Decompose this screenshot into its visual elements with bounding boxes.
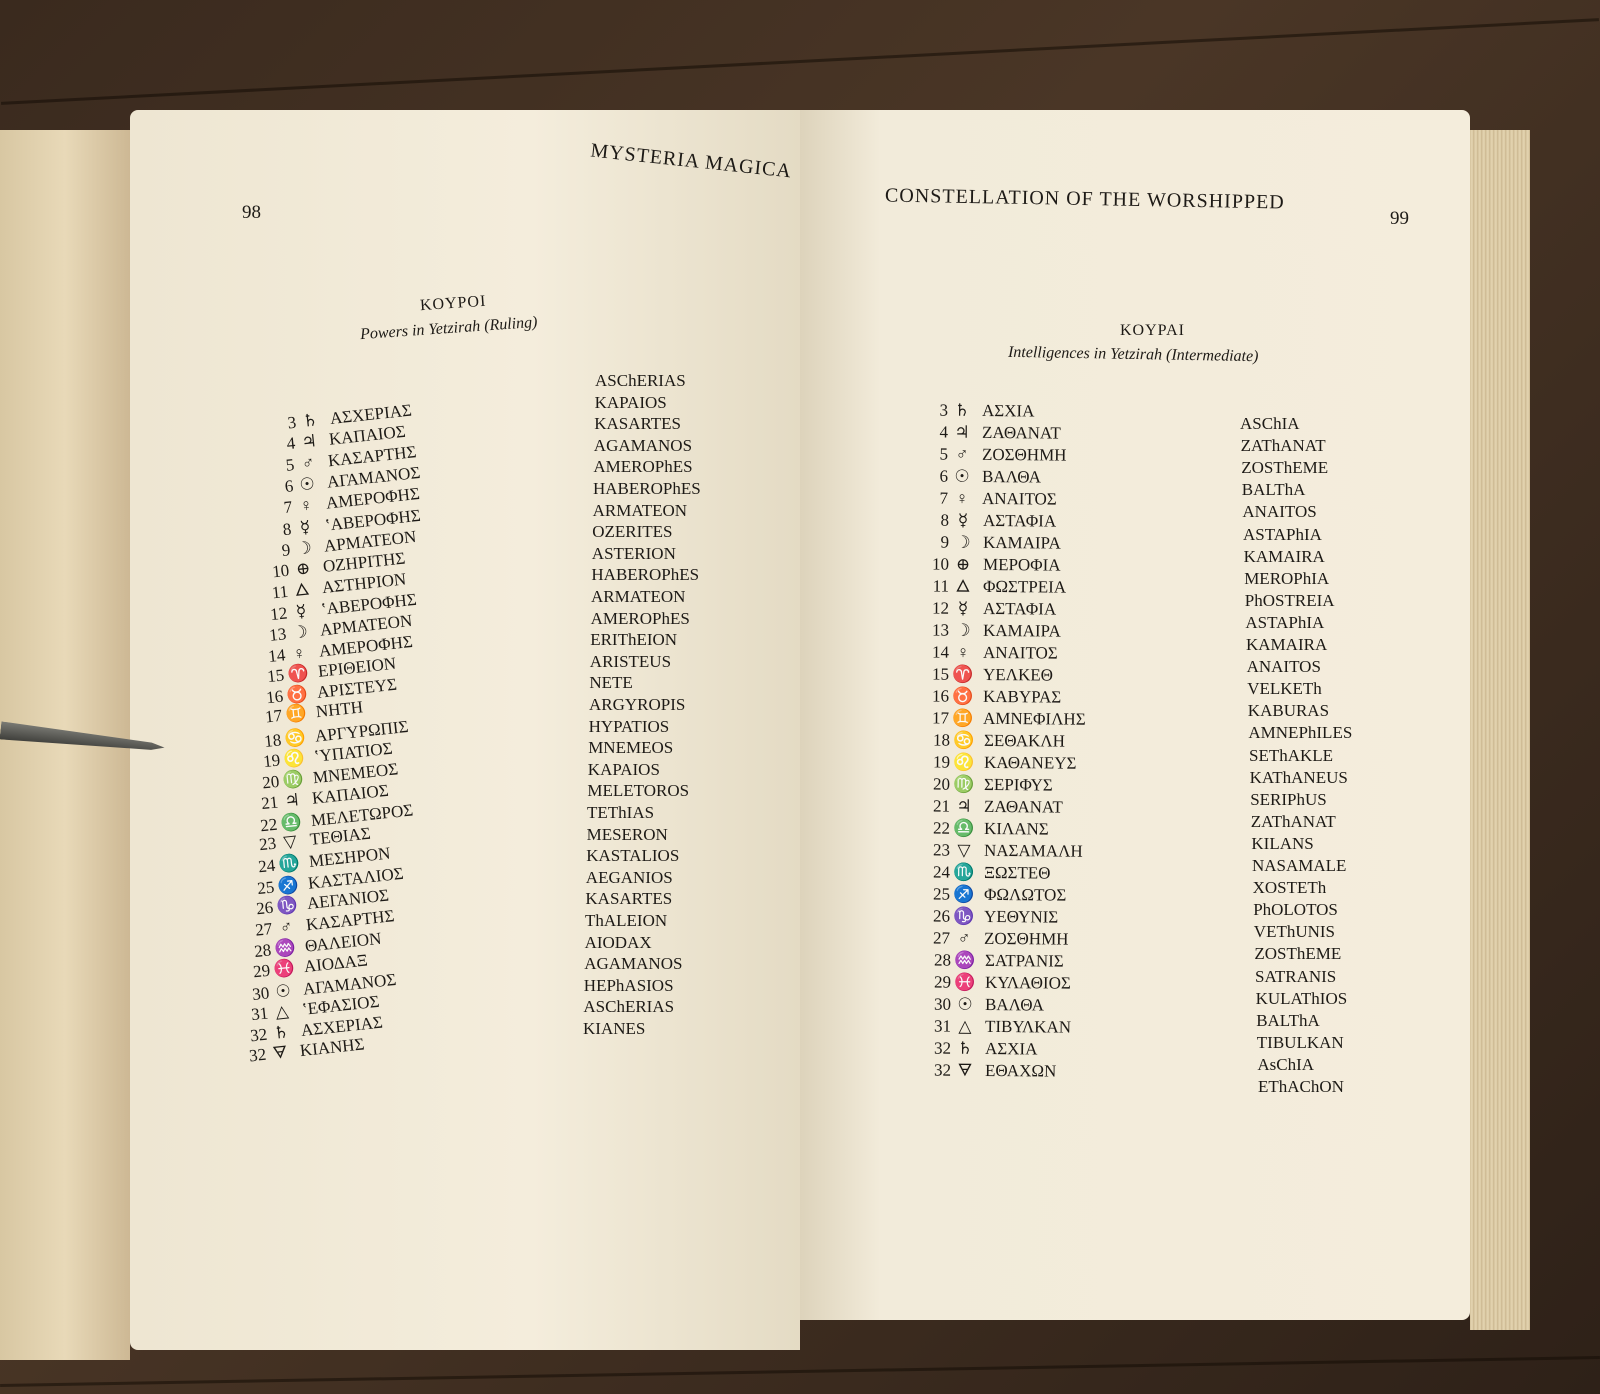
row-number: 4: [285, 433, 297, 454]
greek-name: ΤΙΒΥΛΚΑΝ: [984, 1016, 1071, 1037]
transliteration: HEPhASIOS: [583, 975, 674, 995]
table-row: [923, 1038, 1038, 1061]
table-row: [922, 751, 1077, 774]
transliteration: KASTALIOS: [586, 846, 680, 866]
greek-name: ΑΝΑΙΤΟΣ: [983, 642, 1058, 663]
transliteration: ZOSThEME: [1254, 944, 1342, 964]
sign-symbol-icon: ♄: [272, 1022, 290, 1043]
table-row: [920, 465, 1041, 488]
sign-symbol-icon: ♄: [954, 400, 970, 420]
table-row: [922, 883, 1066, 906]
greek-name: ΣΕΘΑΚΛΗ: [983, 730, 1065, 751]
row-number: 21: [932, 796, 950, 816]
sign-symbol-icon: ♊: [952, 708, 975, 728]
transliteration: HABEROPhES: [593, 479, 701, 498]
transliteration: ASChERIAS: [595, 371, 686, 390]
row-number: 8: [939, 510, 949, 530]
row-number: 26: [255, 897, 275, 919]
greek-name: ΑΜΝΕΦΙΛΗΣ: [983, 708, 1087, 729]
transliteration: AMEROPhES: [593, 457, 693, 477]
greek-name: ΚΑΒΥΡΑΣ: [983, 686, 1062, 707]
sign-symbol-icon: ☽: [295, 537, 313, 559]
row-number: 25: [256, 877, 276, 899]
sign-symbol-icon: ☿: [294, 601, 308, 622]
row-number: 5: [284, 455, 296, 475]
sign-symbol-icon: △: [274, 1001, 290, 1022]
row-number: 27: [933, 928, 951, 948]
row-number: 3: [939, 400, 949, 420]
greek-name: ʽΥΠΑΤΙΟΣ: [313, 738, 394, 766]
page-number-right: 99: [1390, 208, 1409, 229]
row-number: 10: [271, 560, 291, 582]
table-row: [921, 663, 1053, 686]
row-number: 17: [264, 706, 284, 727]
table-row: [923, 971, 1071, 994]
sign-symbol-icon: ♊: [284, 703, 308, 725]
row-number: 6: [939, 466, 949, 486]
sign-symbol-icon: ☿: [957, 510, 968, 530]
greek-name: ΑΣΤΗΡΙΟΝ: [321, 569, 408, 597]
transliteration: XOSTETh: [1252, 878, 1327, 898]
table-subtitle-left: Powers in Yetzirah (Ruling): [359, 313, 538, 344]
sign-symbol-icon: ♌: [952, 752, 975, 772]
row-number: 16: [932, 686, 950, 706]
greek-name: ΚΑΠΑΙΟΣ: [327, 421, 407, 449]
transliteration: ARGYROPIS: [589, 695, 686, 714]
sign-symbol-icon: ♏: [277, 853, 301, 875]
greek-name: ΑΣΤΑΦΙΑ: [982, 598, 1057, 619]
greek-name: ΑΣΧΕΡΙΑΣ: [300, 1012, 384, 1040]
sign-symbol-icon: ♈: [286, 663, 310, 685]
sign-symbol-icon: ⊕: [295, 558, 312, 579]
transliteration: AIODAX: [584, 932, 652, 952]
greek-name: ΜΕΛΕΤΩΡΟΣ: [310, 800, 415, 830]
row-number: 30: [251, 982, 271, 1004]
row-number: 13: [931, 620, 950, 640]
sign-symbol-icon: ☉: [298, 474, 316, 495]
sign-symbol-icon: ♃: [283, 789, 301, 811]
transliteration: ANAITOS: [1246, 657, 1321, 677]
table-row: [920, 421, 1061, 444]
transliteration: AMNEPhILES: [1248, 723, 1353, 743]
greek-name: ΜΝΕΜΕΟΣ: [312, 759, 399, 787]
greek-name: ΦΩΛΩΤΟΣ: [984, 884, 1067, 905]
row-number: 28: [933, 950, 951, 970]
sign-symbol-icon: △: [958, 1016, 972, 1036]
transliteration: TIBULKAN: [1256, 1032, 1344, 1052]
greek-name: ΑΜΕΡΟΦΗΣ: [325, 484, 421, 514]
transliteration: ASTAPhIA: [1245, 612, 1325, 632]
sign-symbol-icon: ♀: [956, 642, 970, 662]
transliteration: KASARTES: [594, 414, 682, 434]
greek-name: ΚΑΜΑΙΡΑ: [982, 620, 1061, 641]
page-number-left: 98: [242, 202, 261, 223]
transliteration: ASChIA: [1240, 414, 1300, 433]
row-number: 31: [933, 1016, 951, 1036]
transliteration: SERIPhUS: [1250, 789, 1327, 809]
greek-name: ʽΑΒΕΡΟΦΗΣ: [320, 589, 418, 619]
transliteration: TEThIAS: [587, 803, 655, 822]
transliteration: KAThANEUS: [1249, 767, 1348, 787]
greek-name: ΣΕΡΙΦΥΣ: [983, 774, 1053, 795]
sign-symbol-icon: ♈: [952, 664, 974, 684]
greek-name: ΖΑΘΑΝΑΤ: [982, 422, 1061, 443]
row-number: 18: [263, 729, 283, 751]
transliteration: KAPAIOS: [587, 759, 660, 779]
table-row: [921, 597, 1056, 620]
greek-name: ΞΩΣΤΕΘ: [984, 862, 1051, 883]
row-number: 5: [939, 444, 949, 464]
row-number: 29: [252, 960, 272, 981]
greek-name: ΚΑΠΑΙΟΣ: [310, 780, 390, 808]
sign-symbol-icon: 🜂: [293, 579, 311, 600]
sign-symbol-icon: ♉: [952, 686, 974, 706]
transliteration: KASARTES: [585, 889, 673, 909]
transliteration: OZERITES: [592, 522, 673, 542]
row-number: 14: [267, 645, 287, 667]
sign-symbol-icon: ☽: [955, 620, 971, 640]
sign-symbol-icon: ♍: [953, 774, 975, 794]
greek-name: ΦΩΣΤΡΕΙΑ: [982, 576, 1067, 597]
table-row: [922, 905, 1058, 928]
row-number: 10: [931, 554, 949, 574]
sign-symbol-icon: ♎: [953, 818, 975, 838]
greek-name: ΖΑΘΑΝΑΤ: [983, 796, 1063, 817]
row-number: 3: [286, 412, 298, 433]
sign-symbol-icon: ♂: [278, 917, 294, 938]
running-head-left: MYSTERIA MAGICA: [589, 139, 793, 183]
sign-symbol-icon: 🜂: [955, 576, 971, 596]
transliteration: MNEMEOS: [588, 738, 674, 758]
sign-symbol-icon: ☉: [954, 466, 971, 486]
table-row: [922, 795, 1063, 818]
row-number: 4: [939, 422, 949, 442]
row-number: 25: [933, 884, 951, 904]
row-number: 9: [280, 539, 292, 560]
transliteration: ARMATEON: [591, 587, 686, 606]
greek-name: ΥΕΛΚΕΘ: [983, 664, 1054, 685]
sign-symbol-icon: ♒: [953, 950, 976, 970]
transliteration: ASTAPhIA: [1243, 524, 1322, 544]
row-number: 15: [932, 664, 950, 684]
transliteration: BALThA: [1256, 1010, 1320, 1030]
table-row: [923, 993, 1044, 1016]
row-number: 11: [270, 581, 290, 603]
transliteration: ASTERION: [591, 543, 676, 563]
table-title-left: KOΥPOI: [419, 292, 487, 315]
greek-name: ΑΡΜΑΤΕΟΝ: [323, 526, 418, 556]
open-book: [70, 110, 1510, 1350]
greek-name: ʽΕΦΑΣΙΟΣ: [300, 991, 381, 1019]
transliteration: AGAMANOS: [584, 954, 683, 974]
greek-name: ΑΣΧΙΑ: [984, 1039, 1038, 1059]
transliteration: ZAThANAT: [1240, 436, 1326, 456]
greek-name: ΚΑΘΑΝΕΥΣ: [983, 752, 1077, 773]
sign-symbol-icon: ☉: [956, 994, 973, 1014]
table-row: [922, 861, 1051, 884]
table-row: [920, 400, 1035, 423]
row-number: 6: [283, 476, 295, 497]
greek-name: ΘΑΛΕΙΟΝ: [303, 928, 383, 956]
row-number: 21: [260, 792, 280, 813]
row-number: 22: [932, 818, 950, 838]
sign-symbol-icon: ☿: [298, 516, 312, 537]
table-row: [921, 641, 1058, 664]
row-number: 9: [940, 532, 949, 552]
sign-symbol-icon: ♄: [301, 410, 319, 431]
transliteration: AEGANIOS: [585, 867, 673, 887]
transliteration: MEROPhIA: [1244, 568, 1330, 588]
sign-symbol-icon: ☉: [274, 980, 292, 1002]
row-number: 32: [249, 1024, 269, 1046]
sign-symbol-icon: ♓: [953, 972, 976, 992]
sign-symbol-icon: ☿: [957, 598, 969, 618]
greek-name: ΑΡΙΣΤΕΥΣ: [316, 674, 398, 703]
greek-name: ΚΥΛΑΘΙΟΣ: [984, 972, 1071, 993]
table-row: [921, 531, 1061, 554]
sign-symbol-icon: ♐: [953, 884, 975, 904]
greek-name: ΟΖΗΡΙΤΗΣ: [322, 548, 407, 576]
sign-symbol-icon: ♏: [953, 862, 975, 882]
greek-name: ΣΑΤΡΑΝΙΣ: [984, 950, 1064, 971]
transliteration: KIANES: [583, 1019, 646, 1038]
sign-symbol-icon: ♀: [955, 488, 969, 508]
row-number: 23: [932, 840, 951, 860]
transliteration: NETE: [589, 673, 633, 693]
transliteration: KABURAS: [1247, 701, 1330, 721]
greek-name: ΚΑΣΑΡΤΗΣ: [305, 906, 396, 935]
greek-name: ΚΙΑΝΗΣ: [298, 1034, 366, 1061]
row-number: 12: [269, 603, 289, 624]
right-page: [800, 110, 1470, 1320]
sign-symbol-icon: ▽: [282, 831, 298, 852]
sign-symbol-icon: ☽: [291, 621, 309, 643]
greek-name: ΑΙΟΔΑΞ: [302, 950, 369, 976]
transliteration: KAMAIRA: [1243, 546, 1325, 566]
transliteration: ANAITOS: [1242, 502, 1317, 522]
row-number: 17: [932, 708, 950, 728]
greek-name: ΑΣΤΑΦΙΑ: [982, 510, 1056, 531]
greek-name: ΑΕΓΑΝΙΟΣ: [306, 885, 390, 914]
left-page: [130, 110, 800, 1350]
row-number: 14: [932, 642, 950, 662]
greek-name: ΕΡΙΘΕΙΟΝ: [316, 653, 397, 681]
table-row: [923, 1059, 1056, 1082]
sign-symbol-icon: ⊕: [955, 554, 970, 574]
greek-name: ΚΑΣΑΡΤΗΣ: [327, 442, 418, 471]
row-number: 26: [933, 906, 951, 926]
table-row: [920, 443, 1067, 466]
row-number: 16: [265, 686, 285, 708]
wood-grain: [1, 18, 1599, 105]
greek-name: ΚΑΜΑΙΡΑ: [982, 532, 1061, 553]
transliteration: BALThA: [1241, 480, 1306, 500]
transliteration: VEThUNIS: [1253, 922, 1336, 942]
table-row: [921, 619, 1061, 642]
transliteration: MESERON: [586, 824, 668, 844]
sign-symbol-icon: ♍: [281, 768, 305, 791]
greek-name: ΑΡΜΑΤΕΟΝ: [319, 610, 414, 640]
transliteration: HABEROPhES: [591, 565, 700, 585]
transliteration: EThAChON: [1258, 1077, 1344, 1096]
sign-symbol-icon: 🜃: [271, 1042, 289, 1063]
row-number: 11: [932, 576, 949, 596]
wood-grain: [0, 1356, 1600, 1387]
table-title-right: KOΥPAI: [1120, 322, 1185, 339]
row-number: 23: [258, 833, 278, 855]
table-row: [920, 487, 1057, 510]
table-row: [922, 773, 1053, 796]
sign-symbol-icon: ♀: [291, 643, 307, 664]
transliteration: PhOSTREIA: [1244, 590, 1335, 610]
sign-symbol-icon: ♑: [953, 906, 975, 926]
row-number: 20: [932, 774, 950, 794]
greek-name: ΑΡΓΥΡΩΠΙΣ: [314, 716, 410, 746]
transliteration: SEThAKLE: [1249, 745, 1334, 765]
sign-symbol-icon: 🜃: [957, 1060, 973, 1080]
greek-name: ΝΗΤΗ: [314, 697, 364, 722]
greek-name: ΒΑΛΘΑ: [984, 995, 1044, 1015]
sign-symbol-icon: ☽: [954, 532, 971, 552]
sign-symbol-icon: ♌: [282, 747, 306, 769]
greek-name: ΑΣΧΙΑ: [981, 401, 1035, 421]
greek-name: ΤΕΘΙΑΣ: [308, 823, 372, 849]
table-row: [921, 729, 1064, 752]
table-row: [923, 1015, 1071, 1038]
row-number: 29: [933, 972, 951, 992]
greek-name: ΕΘΑΧΩΝ: [984, 1060, 1057, 1081]
greek-name: ΜΕΡΟΦΙΑ: [982, 554, 1061, 575]
sign-symbol-icon: ♀: [298, 495, 314, 516]
transliteration: MELETOROS: [587, 781, 690, 801]
greek-name: ΚΑΣΤΑΛΙΟΣ: [307, 863, 405, 893]
transliteration: KAMAIRA: [1246, 635, 1328, 654]
transliteration: PhOLOTOS: [1253, 900, 1338, 920]
row-number: 27: [254, 919, 274, 941]
transliteration: ThALEION: [585, 911, 668, 930]
greek-name: ΥΕΘΥΝΙΣ: [984, 906, 1059, 927]
sign-symbol-icon: ♂: [300, 453, 316, 474]
sign-symbol-icon: ♃: [300, 431, 318, 452]
table-row: [920, 509, 1055, 532]
greek-name: ʽΑΒΕΡΟΦΗΣ: [324, 505, 422, 535]
sign-symbol-icon: ♃: [956, 796, 972, 816]
transliteration: HYPATIOS: [588, 716, 670, 736]
sign-symbol-icon: ▽: [957, 840, 971, 860]
sign-symbol-icon: ♎: [279, 812, 303, 834]
sign-symbol-icon: ♑: [275, 895, 299, 917]
running-head-right: CONSTELLATION OF THE WORSHIPPED: [884, 184, 1285, 214]
transliteration: KULAThIOS: [1255, 988, 1348, 1008]
transliteration: ERIThEION: [590, 630, 678, 650]
row-number: 19: [932, 752, 950, 772]
table-row: [922, 817, 1049, 840]
transliteration: AGAMANOS: [593, 435, 693, 455]
row-number: 7: [939, 488, 949, 508]
transliteration: ZOSThEME: [1241, 458, 1329, 478]
row-number: 24: [257, 855, 277, 877]
table-row: [922, 949, 1063, 972]
row-number: 13: [268, 624, 288, 645]
transliteration: ASChERIAS: [583, 997, 675, 1017]
transliteration: SATRANIS: [1255, 966, 1337, 986]
row-number: 7: [282, 497, 294, 518]
sign-symbol-icon: ♓: [272, 957, 296, 979]
transliteration: VELKETh: [1247, 679, 1322, 699]
greek-name: ΑΣΧΕΡΙΑΣ: [329, 400, 413, 429]
sign-symbol-icon: ♂: [955, 444, 969, 464]
sign-symbol-icon: ♒: [273, 937, 297, 959]
row-number: 24: [933, 862, 951, 882]
page-edge-right: [1470, 130, 1530, 1330]
transliteration: KILANS: [1251, 833, 1314, 853]
row-number: 28: [253, 939, 273, 961]
row-number: 19: [262, 750, 282, 771]
table-row: [921, 707, 1086, 730]
greek-name: ΑΝΑΙΤΟΣ: [982, 488, 1058, 509]
sign-symbol-icon: ♐: [276, 875, 300, 897]
greek-name: ΜΕΣΗΡΟΝ: [308, 843, 392, 872]
sign-symbol-icon: ♂: [957, 928, 971, 948]
greek-name: ΝΑΣΑΜΑΛΗ: [983, 840, 1083, 861]
transliteration: AsChIA: [1257, 1054, 1315, 1074]
row-number: 32: [933, 1060, 952, 1080]
sign-symbol-icon: ♉: [285, 684, 309, 706]
greek-name: ΑΜΕΡΟΦΗΣ: [318, 631, 414, 661]
table-row: [921, 553, 1061, 576]
table-row: [922, 839, 1083, 862]
table-subtitle-right: Intelligences in Yetzirah (Intermediate): [1007, 343, 1259, 366]
table-row: [921, 685, 1061, 708]
sign-symbol-icon: ♋: [283, 727, 307, 749]
transliteration: AMEROPhES: [590, 608, 690, 628]
greek-name: ΖΟΣΘΗΜΗ: [984, 928, 1069, 949]
greek-name: ΑΓΑΜΑΝΟΣ: [326, 463, 422, 492]
row-number: 22: [259, 814, 279, 836]
transliteration: ARMATEON: [592, 500, 688, 520]
sign-symbol-icon: ♋: [952, 730, 975, 750]
sign-symbol-icon: ♃: [954, 422, 970, 442]
transliteration: ARISTEUS: [589, 651, 672, 671]
row-number: 20: [261, 771, 281, 793]
greek-name: ΑΓΑΜΑΝΟΣ: [302, 969, 398, 999]
row-number: 30: [933, 994, 951, 1014]
table-row: [922, 927, 1069, 950]
row-number: 12: [931, 598, 949, 618]
row-number: 15: [266, 665, 286, 687]
row-number: 18: [932, 730, 950, 750]
transliteration: ZAThANAT: [1250, 811, 1336, 831]
row-number: 31: [250, 1003, 270, 1024]
greek-name: ΖΟΣΘΗΜΗ: [982, 444, 1067, 465]
greek-name: ΚΙΛΑΝΣ: [983, 818, 1049, 839]
row-number: 32: [933, 1038, 951, 1058]
sign-symbol-icon: ♄: [957, 1038, 973, 1058]
transliteration: KAPAIOS: [594, 392, 667, 412]
table-row: [921, 575, 1066, 598]
row-number: 32: [248, 1044, 268, 1066]
row-number: 8: [281, 518, 293, 539]
transliteration: NASAMALE: [1252, 856, 1347, 875]
greek-name: ΒΑΛΘΑ: [982, 467, 1042, 487]
